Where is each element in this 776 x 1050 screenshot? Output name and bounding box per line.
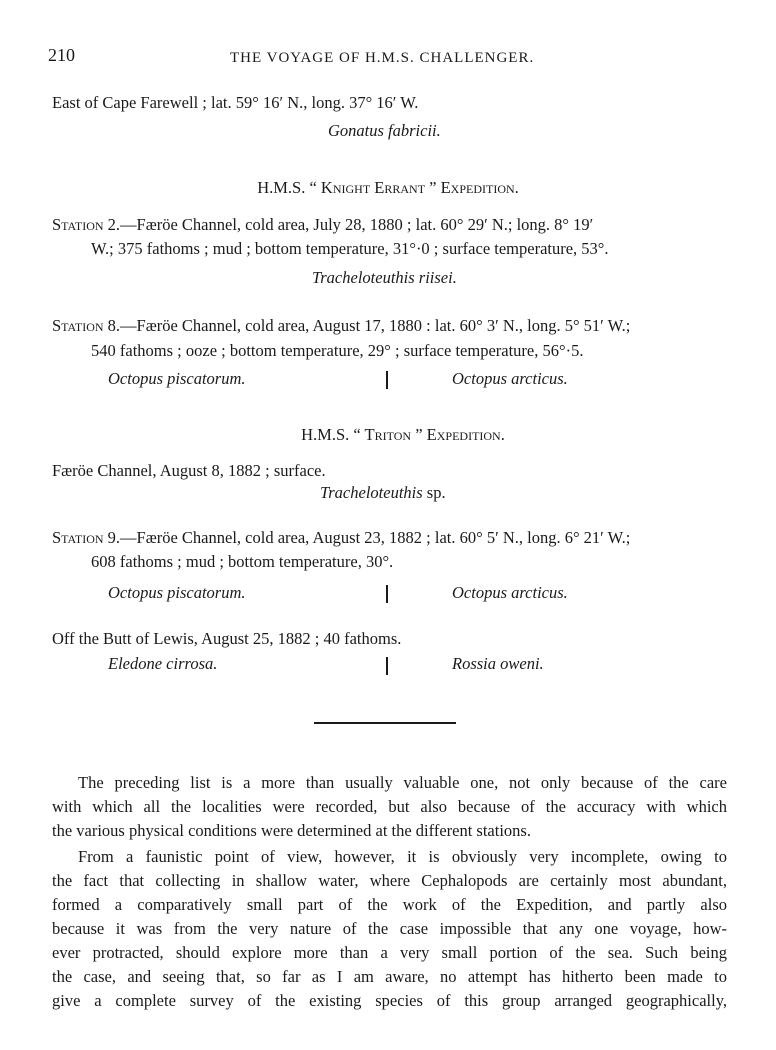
station-8-line1 (52, 315, 630, 337)
station-2-species: Tracheloteuthis riisei. (312, 268, 457, 287)
station-8-species-left: Octopus piscatorum. (108, 369, 246, 388)
para2-line3: formed a comparatively small part of the work of the Expedition, and partly also (52, 895, 727, 914)
butt-of-lewis-species-right: Rossia oweni. (452, 654, 544, 673)
page-number: 210 (48, 45, 75, 65)
butt-of-lewis-locality: Off the Butt of Lewis, August 25, 1882 ; 40 fathoms. (52, 629, 402, 648)
para1-line2: with which all the localities were recorded, but also because of the accuracy with which (52, 797, 727, 816)
faroe-aug8-locality: Færöe Channel, August 8, 1882 ; surface. (52, 461, 326, 480)
para2-line1: From a faunistic point of view, however, it is obviously very incomplete, owing to (78, 847, 727, 866)
station-8-label: Station (52, 316, 104, 335)
station-8-species-right: Octopus arcticus. (452, 369, 568, 388)
para2-line7: give a complete survey of the existing species of this group arranged geographically, (52, 991, 727, 1010)
triton-heading: H.M.S. “ Triton ” Expedition. (301, 425, 505, 444)
station-9-species-right: Octopus arcticus. (452, 583, 568, 602)
station-2-line2: W.; 375 fathoms ; mud ; bottom temperature, 31°·0 ; surface temperature, 53°. (91, 239, 609, 258)
station-8-line2: 540 fathoms ; ooze ; bottom temperature, 29° ; surface temperature, 56°·5. (91, 341, 584, 360)
cape-farewell-locality: East of Cape Farewell ; lat. 59° 16′ N., long. 37° 16′ W. (52, 93, 419, 112)
running-title: THE VOYAGE OF H.M.S. CHALLENGER. (230, 50, 535, 66)
column-separator (386, 657, 388, 675)
column-separator (386, 585, 388, 603)
station-9-text1: 9.—Færöe Channel, cold area, August 23, 1882 ; lat. 60° 5′ N., long. 6° 21′ W.; (107, 528, 631, 547)
station-9-species-left: Octopus piscatorum. (108, 583, 246, 602)
station-9-label: Station (52, 528, 104, 547)
station-2-line1 (52, 214, 593, 236)
para2-line2: the fact that collecting in shallow water, where Cephalopods are certainly most abundant, (52, 871, 727, 890)
faroe-aug8-sp: sp. (426, 483, 446, 502)
station-2-text1: 2.—Færöe Channel, cold area, July 28, 1880 ; lat. 60° 29′ N.; long. 8° 19′ (107, 215, 594, 234)
station-9-line1 (52, 527, 630, 549)
cape-farewell-species: Gonatus fabricii. (328, 121, 441, 140)
para2-line6: the case, and seeing that, so far as I am aware, no attempt has hitherto been made to (52, 967, 727, 986)
butt-of-lewis-species-left: Eledone cirrosa. (108, 654, 218, 673)
station-2-label: Station (52, 215, 104, 234)
para2-line5: ever protracted, should explore more than a very small portion of the sea. Such being (52, 943, 727, 962)
para1-line1: The preceding list is a more than usually valuable one, not only because of the care (78, 773, 727, 792)
section-divider (314, 722, 456, 724)
column-separator (386, 371, 388, 389)
faroe-aug8-genus: Tracheloteuthis (320, 483, 423, 502)
para1-line3: the various physical conditions were determined at the different stations. (52, 821, 531, 840)
faroe-aug8-species (320, 482, 446, 504)
station-8-text1: 8.—Færöe Channel, cold area, August 17, 1880 : lat. 60° 3′ N., long. 5° 51′ W.; (107, 316, 631, 335)
para2-line4: because it was from the very nature of the case impossible that any one voyage, how- (52, 919, 727, 938)
station-9-line2: 608 fathoms ; mud ; bottom temperature, 30°. (91, 552, 394, 571)
knight-errant-heading: H.M.S. “ Knight Errant ” Expedition. (257, 178, 519, 197)
